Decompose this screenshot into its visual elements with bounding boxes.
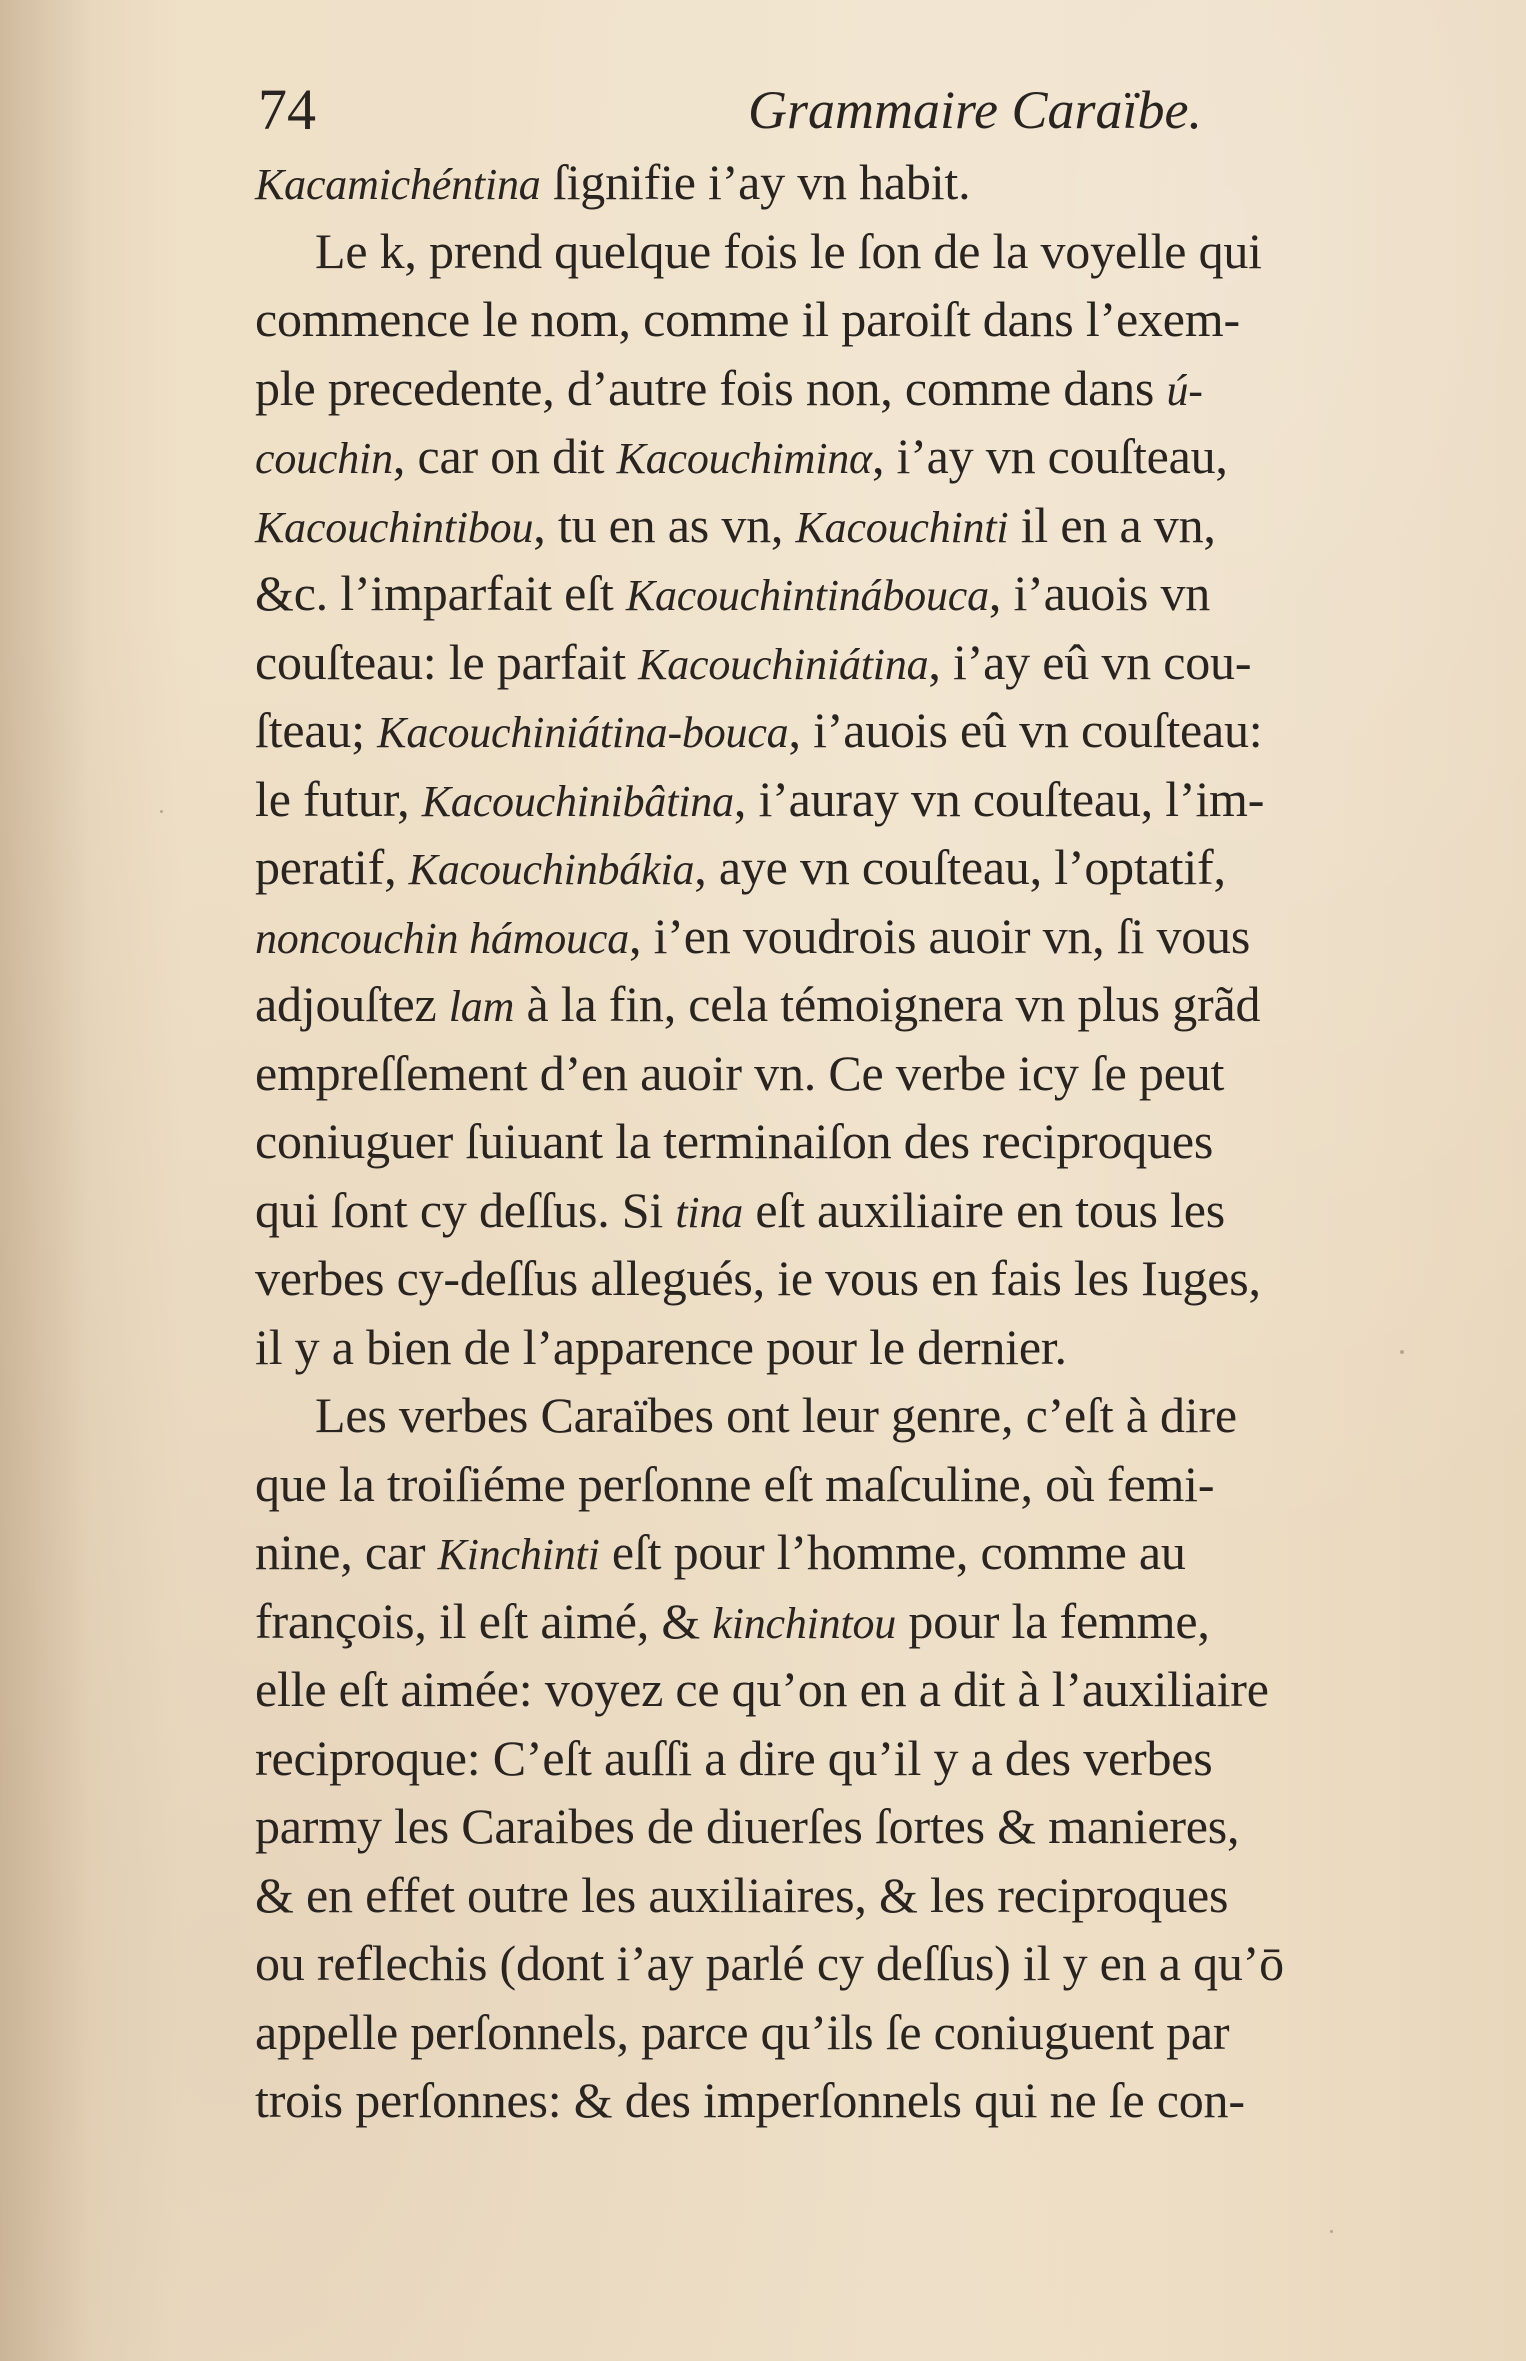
text-line <box>255 1244 1505 1313</box>
text-run: françois, il eſt aimé, & <box>255 1592 713 1649</box>
text-run: Les verbes Caraïbes ont leur genre, c’eſt à dire <box>315 1387 1237 1443</box>
text-run: trois perſonnes: & des imperſonnels qui ne ſe con- <box>255 2072 1245 2128</box>
text-line <box>255 1176 1505 1245</box>
text-run: couſteau: le parfait <box>255 633 639 690</box>
paper-speck <box>1330 2230 1333 2233</box>
text-run: ple precedente, d’autre fois non, comme dans <box>255 359 1167 416</box>
text-line <box>255 1039 1505 1108</box>
text-run: pour la femme, <box>896 1592 1210 1649</box>
text-line <box>255 1998 1505 2067</box>
italic-term: noncouchin hámouca <box>255 913 629 963</box>
text-line <box>255 148 1505 217</box>
text-run: il y a bien de l’apparence pour le dernier. <box>255 1318 1067 1375</box>
italic-term: Kacouchiniátina <box>638 639 929 689</box>
text-run: verbes cy-deſſus allegués, ie vous en fais les Iuges, <box>255 1250 1261 1306</box>
text-run: le futur, <box>255 770 422 827</box>
italic-term: Kacouchinti <box>795 502 1009 552</box>
text-run: , i’ay vn couſteau, <box>871 428 1228 484</box>
text-line <box>255 2066 1505 2135</box>
text-line <box>255 1450 1505 1519</box>
text-line <box>255 1381 1505 1450</box>
text-run: à la fin, cela témoignera vn plus grãd <box>514 976 1261 1032</box>
text-run: reciproque: C’eſt auſſi a dire qu’il y a des verbes <box>255 1729 1213 1786</box>
italic-term: Kacouchinbákia <box>408 845 695 894</box>
running-head <box>258 70 1218 150</box>
text-run: , i’auois vn <box>988 565 1211 621</box>
italic-term: tina <box>675 1187 744 1237</box>
text-line <box>255 1861 1505 1930</box>
text-line <box>255 1518 1505 1587</box>
body-text <box>255 148 1505 2135</box>
text-line <box>255 422 1505 491</box>
gutter-shadow <box>0 0 90 2361</box>
text-line <box>255 1929 1505 1998</box>
italic-term: ú- <box>1166 365 1203 415</box>
text-run: Le k, prend quelque fois le ſon de la voyelle qui <box>315 222 1262 279</box>
text-run: que la troiſiéme perſonne eſt maſculine, où femi- <box>255 1455 1215 1512</box>
text-run: eſt auxiliaire en tous les <box>743 1181 1226 1238</box>
text-line <box>255 1587 1505 1656</box>
text-run: il en a vn, <box>1008 496 1216 553</box>
text-line <box>255 970 1505 1039</box>
text-line <box>255 285 1505 354</box>
text-run: , car on dit <box>392 428 617 484</box>
text-run: , tu en as vn, <box>533 496 796 553</box>
text-run: ou reflechis (dont i’ay parlé cy deſſus) il y en a qu’ō <box>255 1935 1284 1991</box>
text-run: eſt pour l’homme, comme au <box>599 1524 1186 1580</box>
text-line <box>255 1792 1505 1861</box>
text-line <box>255 491 1505 560</box>
italic-term: Kacouchintibou <box>255 502 534 552</box>
running-title: Grammaire Caraïbe. <box>748 80 1202 140</box>
text-run: adjouſtez <box>255 976 449 1032</box>
text-run: parmy les Caraibes de diuerſes ſortes & manieres, <box>255 1798 1240 1854</box>
text-run: ſteau; <box>255 702 378 758</box>
italic-term: Kacouchiminα <box>616 434 872 483</box>
text-run: empreſſement d’en auoir vn. Ce verbe icy ſe peut <box>255 1044 1225 1101</box>
text-run: appelle perſonnels, parce qu’ils ſe coniuguent par <box>255 2003 1230 2060</box>
text-run: coniuguer ſuiuant la terminaiſon des reciproques <box>255 1113 1214 1169</box>
page-number: 74 <box>258 77 316 142</box>
italic-term: Kacouchinibâtina <box>421 776 734 826</box>
text-run: nine, car <box>255 1524 438 1580</box>
text-line <box>255 1724 1505 1793</box>
text-run: , i’auois eû vn couſteau: <box>788 702 1263 758</box>
text-run: peratif, <box>255 839 409 895</box>
text-run: elle eſt aimée: voyez ce qu’on en a dit à l’auxiliaire <box>255 1661 1269 1717</box>
italic-term: kinchintou <box>712 1598 897 1648</box>
text-run: , i’ay eû vn cou- <box>928 633 1252 690</box>
text-run: ſignifie i’ay vn habit. <box>540 154 971 210</box>
italic-term: couchin <box>255 434 393 483</box>
text-line <box>255 1655 1505 1724</box>
italic-term: Kacouchiniátina-bouca <box>377 708 789 757</box>
text-run: , aye vn couſteau, l’optatif, <box>694 839 1226 895</box>
text-run: , i’auray vn couſteau, l’im- <box>733 770 1265 827</box>
text-line <box>255 902 1505 971</box>
italic-term: Kacouchintinábouca <box>625 571 989 620</box>
paper-speck <box>1400 1350 1404 1354</box>
italic-term: lam <box>448 982 515 1031</box>
text-run: &c. l’imparfait eſt <box>255 565 626 621</box>
text-run: commence le nom, comme il paroiſt dans l’exem- <box>255 291 1240 347</box>
text-line <box>255 833 1505 902</box>
italic-term: Kinchinti <box>437 1530 600 1579</box>
text-line <box>255 559 1505 628</box>
text-run: qui ſont cy deſſus. Si <box>255 1181 676 1238</box>
italic-term: Kacamichéntina <box>255 160 541 209</box>
text-run: & en effet outre les auxiliaires, & les reciproques <box>255 1866 1229 1923</box>
text-run: , i’en voudrois auoir vn, ſi vous <box>629 907 1251 964</box>
text-line <box>255 217 1505 286</box>
text-line <box>255 628 1505 697</box>
text-line <box>255 354 1505 423</box>
text-line <box>255 765 1505 834</box>
text-line <box>255 1107 1505 1176</box>
text-line <box>255 696 1505 765</box>
paper-speck <box>160 810 163 813</box>
text-line <box>255 1313 1505 1382</box>
